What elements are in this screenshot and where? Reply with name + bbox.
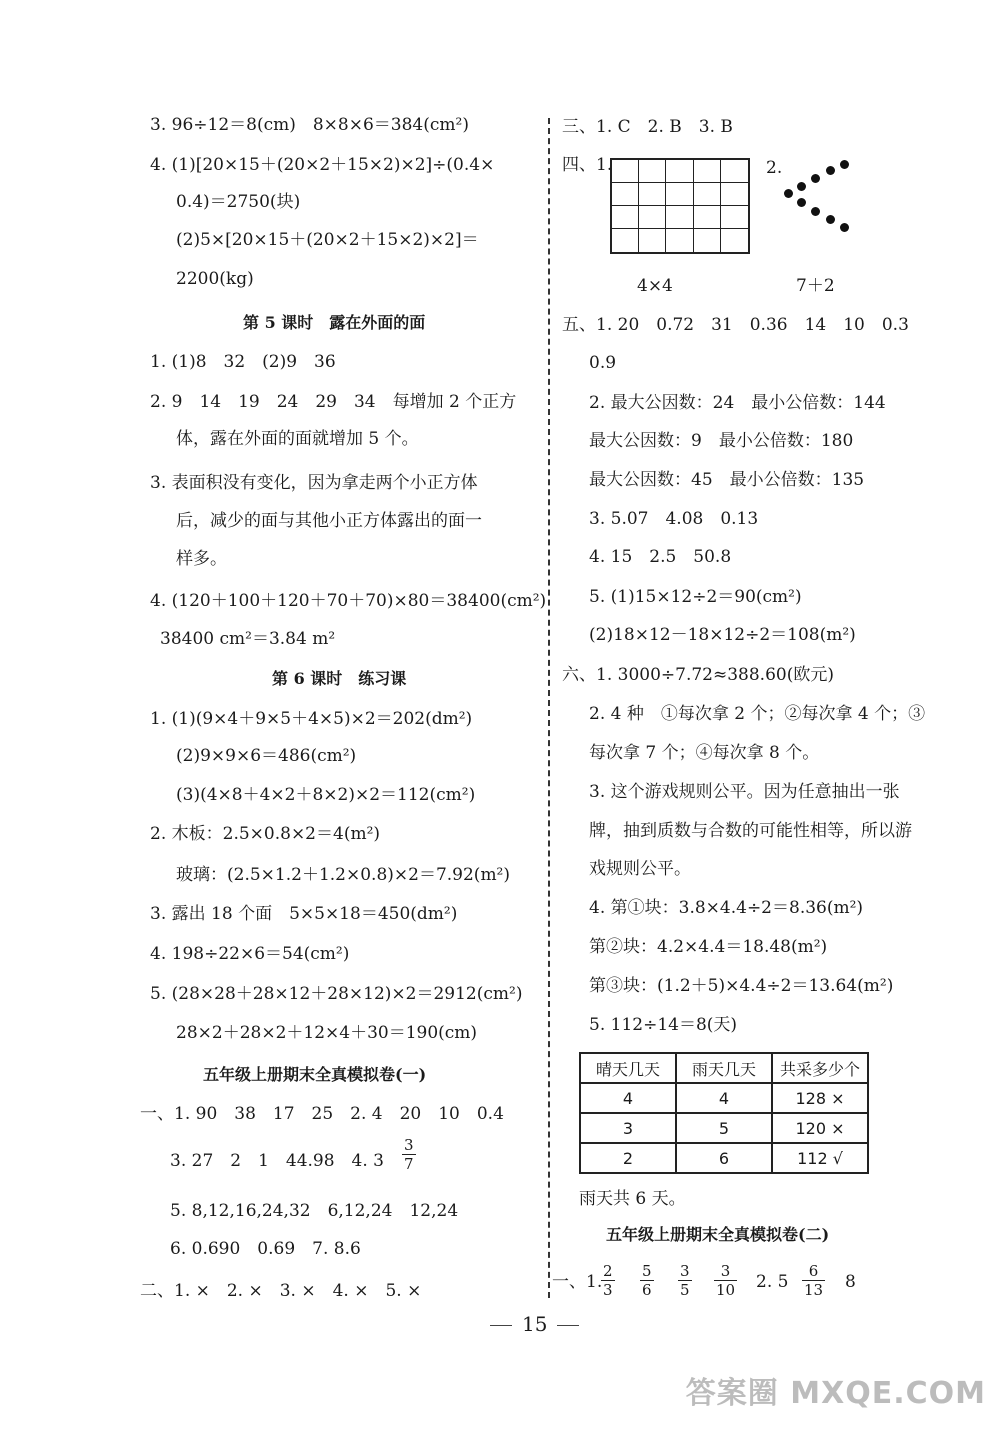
- table-cell: 112 √: [772, 1143, 868, 1173]
- table-cell: 3: [580, 1113, 676, 1143]
- answer-line: 3. 露出 18 个面 5×5×18＝450(dm²): [150, 904, 458, 924]
- answer-line: 戏规则公平。: [589, 859, 691, 879]
- fraction: [802, 1262, 825, 1299]
- answer-line: 4. (120＋100＋120＋70＋70)×80＝38400(cm²): [150, 591, 547, 611]
- answer-table: [579, 1052, 869, 1174]
- dot: [797, 198, 806, 207]
- answer-line: 第③块：(1.2＋5)×4.4÷2＝13.64(m²): [589, 976, 894, 996]
- answer-line: 4. 198÷22×6＝54(cm²): [150, 944, 350, 964]
- answer-line: 3. 27 2 1 44.98 4. 3: [170, 1151, 384, 1171]
- answer-line: 3. 5.07 4.08 0.13: [589, 509, 759, 529]
- answer-line: 2. 4 种 ①每次拿 2 个；②每次拿 4 个；③: [589, 704, 926, 724]
- table-row: [580, 1113, 868, 1143]
- answer-line: 4. (1)[20×15＋(20×2＋15×2)×2]÷(0.4×: [150, 155, 495, 175]
- answer-label: 2.: [766, 158, 783, 178]
- table-header: 雨天几天: [676, 1053, 772, 1083]
- answer-line: 4. 15 2.5 50.8: [589, 547, 732, 567]
- answer-line: 5. (1)15×12÷2＝90(cm²): [589, 587, 802, 607]
- table-cell: 4: [676, 1083, 772, 1113]
- answer-line: 4. 第①块：3.8×4.4÷2＝8.36(m²): [589, 898, 864, 918]
- numerator: 5: [642, 1262, 652, 1280]
- dot: [840, 160, 849, 169]
- page-number-text: 15: [522, 1312, 548, 1336]
- watermark-logo: 答案圈 MXQE.COM: [685, 1376, 986, 1411]
- answer-line: 6. 0.690 0.69 7. 8.6: [170, 1239, 361, 1259]
- denominator: 3: [603, 1281, 613, 1299]
- numerator: 3: [404, 1136, 414, 1154]
- denominator: 13: [804, 1281, 824, 1299]
- table-cell: 6: [676, 1143, 772, 1173]
- answer-line: 5. 8,12,16,24,32 6,12,24 12,24: [170, 1201, 459, 1221]
- table-cell: 4: [580, 1083, 676, 1113]
- answer-line: 0.4)＝2750(块): [176, 192, 301, 212]
- section-heading-lesson-6: 第 6 课时 练习课: [272, 669, 407, 688]
- table-cell: 128 ×: [772, 1083, 868, 1113]
- answer-line: 2. 5: [756, 1272, 789, 1292]
- answer-line: (2)5×[20×15＋(20×2＋15×2)×2]＝: [176, 230, 479, 250]
- answer-line: 2. 木板：2.5×0.8×2＝4(m²): [150, 824, 381, 844]
- fraction: [640, 1262, 654, 1299]
- diagram-caption: 4×4: [637, 276, 673, 296]
- answer-line: 1. (1)8 32 (2)9 36: [150, 352, 336, 372]
- fraction: [601, 1262, 615, 1299]
- dot: [784, 189, 793, 198]
- answer-line: 2. 最大公因数：24 最小公倍数：144: [589, 393, 886, 413]
- answer-label: 一、1.: [552, 1272, 603, 1292]
- table-cell: 120 ×: [772, 1113, 868, 1143]
- section-heading-lesson-5: 第 5 课时 露在外面的面: [243, 313, 426, 332]
- answer-line: 最大公因数：9 最小公倍数：180: [589, 431, 854, 451]
- dot: [797, 182, 806, 191]
- answer-line: 1. (1)(9×4＋9×5＋4×5)×2＝202(dm²): [150, 709, 473, 729]
- answer-line: 五、1. 20 0.72 31 0.36 14 10 0.3: [562, 315, 909, 335]
- answer-line: 雨天共 6 天。: [579, 1189, 686, 1209]
- fraction: [714, 1262, 737, 1299]
- denominator: 7: [404, 1155, 414, 1173]
- table-row: [580, 1083, 868, 1113]
- answer-line: 二、1. × 2. × 3. × 4. × 5. ×: [140, 1281, 422, 1301]
- numerator: 3: [714, 1262, 737, 1281]
- section-heading-mock-exam-1: 五年级上册期末全真模拟卷(一): [203, 1065, 427, 1084]
- table-header-row: [580, 1053, 868, 1083]
- answer-line: 8: [845, 1272, 856, 1292]
- answer-line: 2. 9 14 19 24 29 34 每增加 2 个正方: [150, 392, 517, 412]
- answer-line: 三、1. C 2. B 3. B: [562, 117, 733, 137]
- answer-line: (2)9×9×6＝486(cm²): [176, 746, 357, 766]
- answer-line: 玻璃：(2.5×1.2＋1.2×0.8)×2＝7.92(m²): [176, 865, 511, 885]
- square-grid-diagram: [610, 158, 750, 254]
- answer-label: 四、1.: [562, 155, 613, 175]
- table-header: 共采多少个: [772, 1053, 868, 1083]
- table-row: [580, 1143, 868, 1173]
- answer-line: 28×2＋28×2＋12×4＋30＝190(cm): [176, 1023, 478, 1043]
- section-heading-mock-exam-2: 五年级上册期末全真模拟卷(二): [606, 1225, 830, 1244]
- numerator: 6: [802, 1262, 825, 1281]
- denominator: 5: [680, 1281, 690, 1299]
- denominator: 10: [716, 1281, 736, 1299]
- answer-line: 体，露在外面的面就增加 5 个。: [176, 429, 419, 449]
- table-header: 晴天几天: [580, 1053, 676, 1083]
- numerator: 3: [680, 1262, 690, 1280]
- dot: [811, 174, 820, 183]
- answer-line: 5. 112÷14＝8(天): [589, 1015, 738, 1035]
- page-number: [480, 1312, 589, 1336]
- answer-line: (2)18×12－18×12÷2＝108(m²): [589, 625, 856, 645]
- answer-line: 3. 这个游戏规则公平。因为任意抽出一张: [589, 782, 900, 802]
- answer-line: 样多。: [176, 549, 227, 569]
- answer-line: (3)(4×8＋4×2＋8×2)×2＝112(cm²): [176, 785, 476, 805]
- dot: [826, 166, 835, 175]
- answer-line: 0.9: [589, 353, 617, 373]
- dot: [840, 223, 849, 232]
- answer-line: 3. 96÷12＝8(cm) 8×8×6＝384(cm²): [150, 115, 469, 135]
- numerator: 2: [603, 1262, 613, 1280]
- fraction: [402, 1136, 416, 1173]
- diagram-caption: 7＋2: [796, 276, 835, 296]
- answer-line: 一、1. 90 38 17 25 2. 4 20 10 0.4: [140, 1104, 504, 1124]
- column-divider: [548, 118, 550, 1298]
- answer-line: 38400 cm²＝3.84 m²: [160, 629, 336, 649]
- answer-line: 5. (28×28＋28×12＋28×12)×2＝2912(cm²): [150, 984, 523, 1004]
- answer-line: 3. 表面积没有变化，因为拿走两个小正方体: [150, 473, 478, 493]
- answer-line: 六、1. 3000÷7.72≈388.60(欧元): [562, 665, 834, 685]
- answer-line: 每次拿 7 个；④每次拿 8 个。: [589, 743, 820, 763]
- denominator: 6: [642, 1281, 652, 1299]
- answer-line: 牌，抽到质数与合数的可能性相等，所以游: [589, 821, 912, 841]
- table-cell: 5: [676, 1113, 772, 1143]
- dot: [811, 207, 820, 216]
- dot: [826, 215, 835, 224]
- answer-line: 最大公因数：45 最小公倍数：135: [589, 470, 865, 490]
- fraction: [678, 1262, 692, 1299]
- answer-line: 第②块：4.2×4.4＝18.48(m²): [589, 937, 828, 957]
- table-cell: 2: [580, 1143, 676, 1173]
- answer-line: 2200(kg): [176, 269, 254, 289]
- answer-line: 后，减少的面与其他小正方体露出的面一: [176, 511, 482, 531]
